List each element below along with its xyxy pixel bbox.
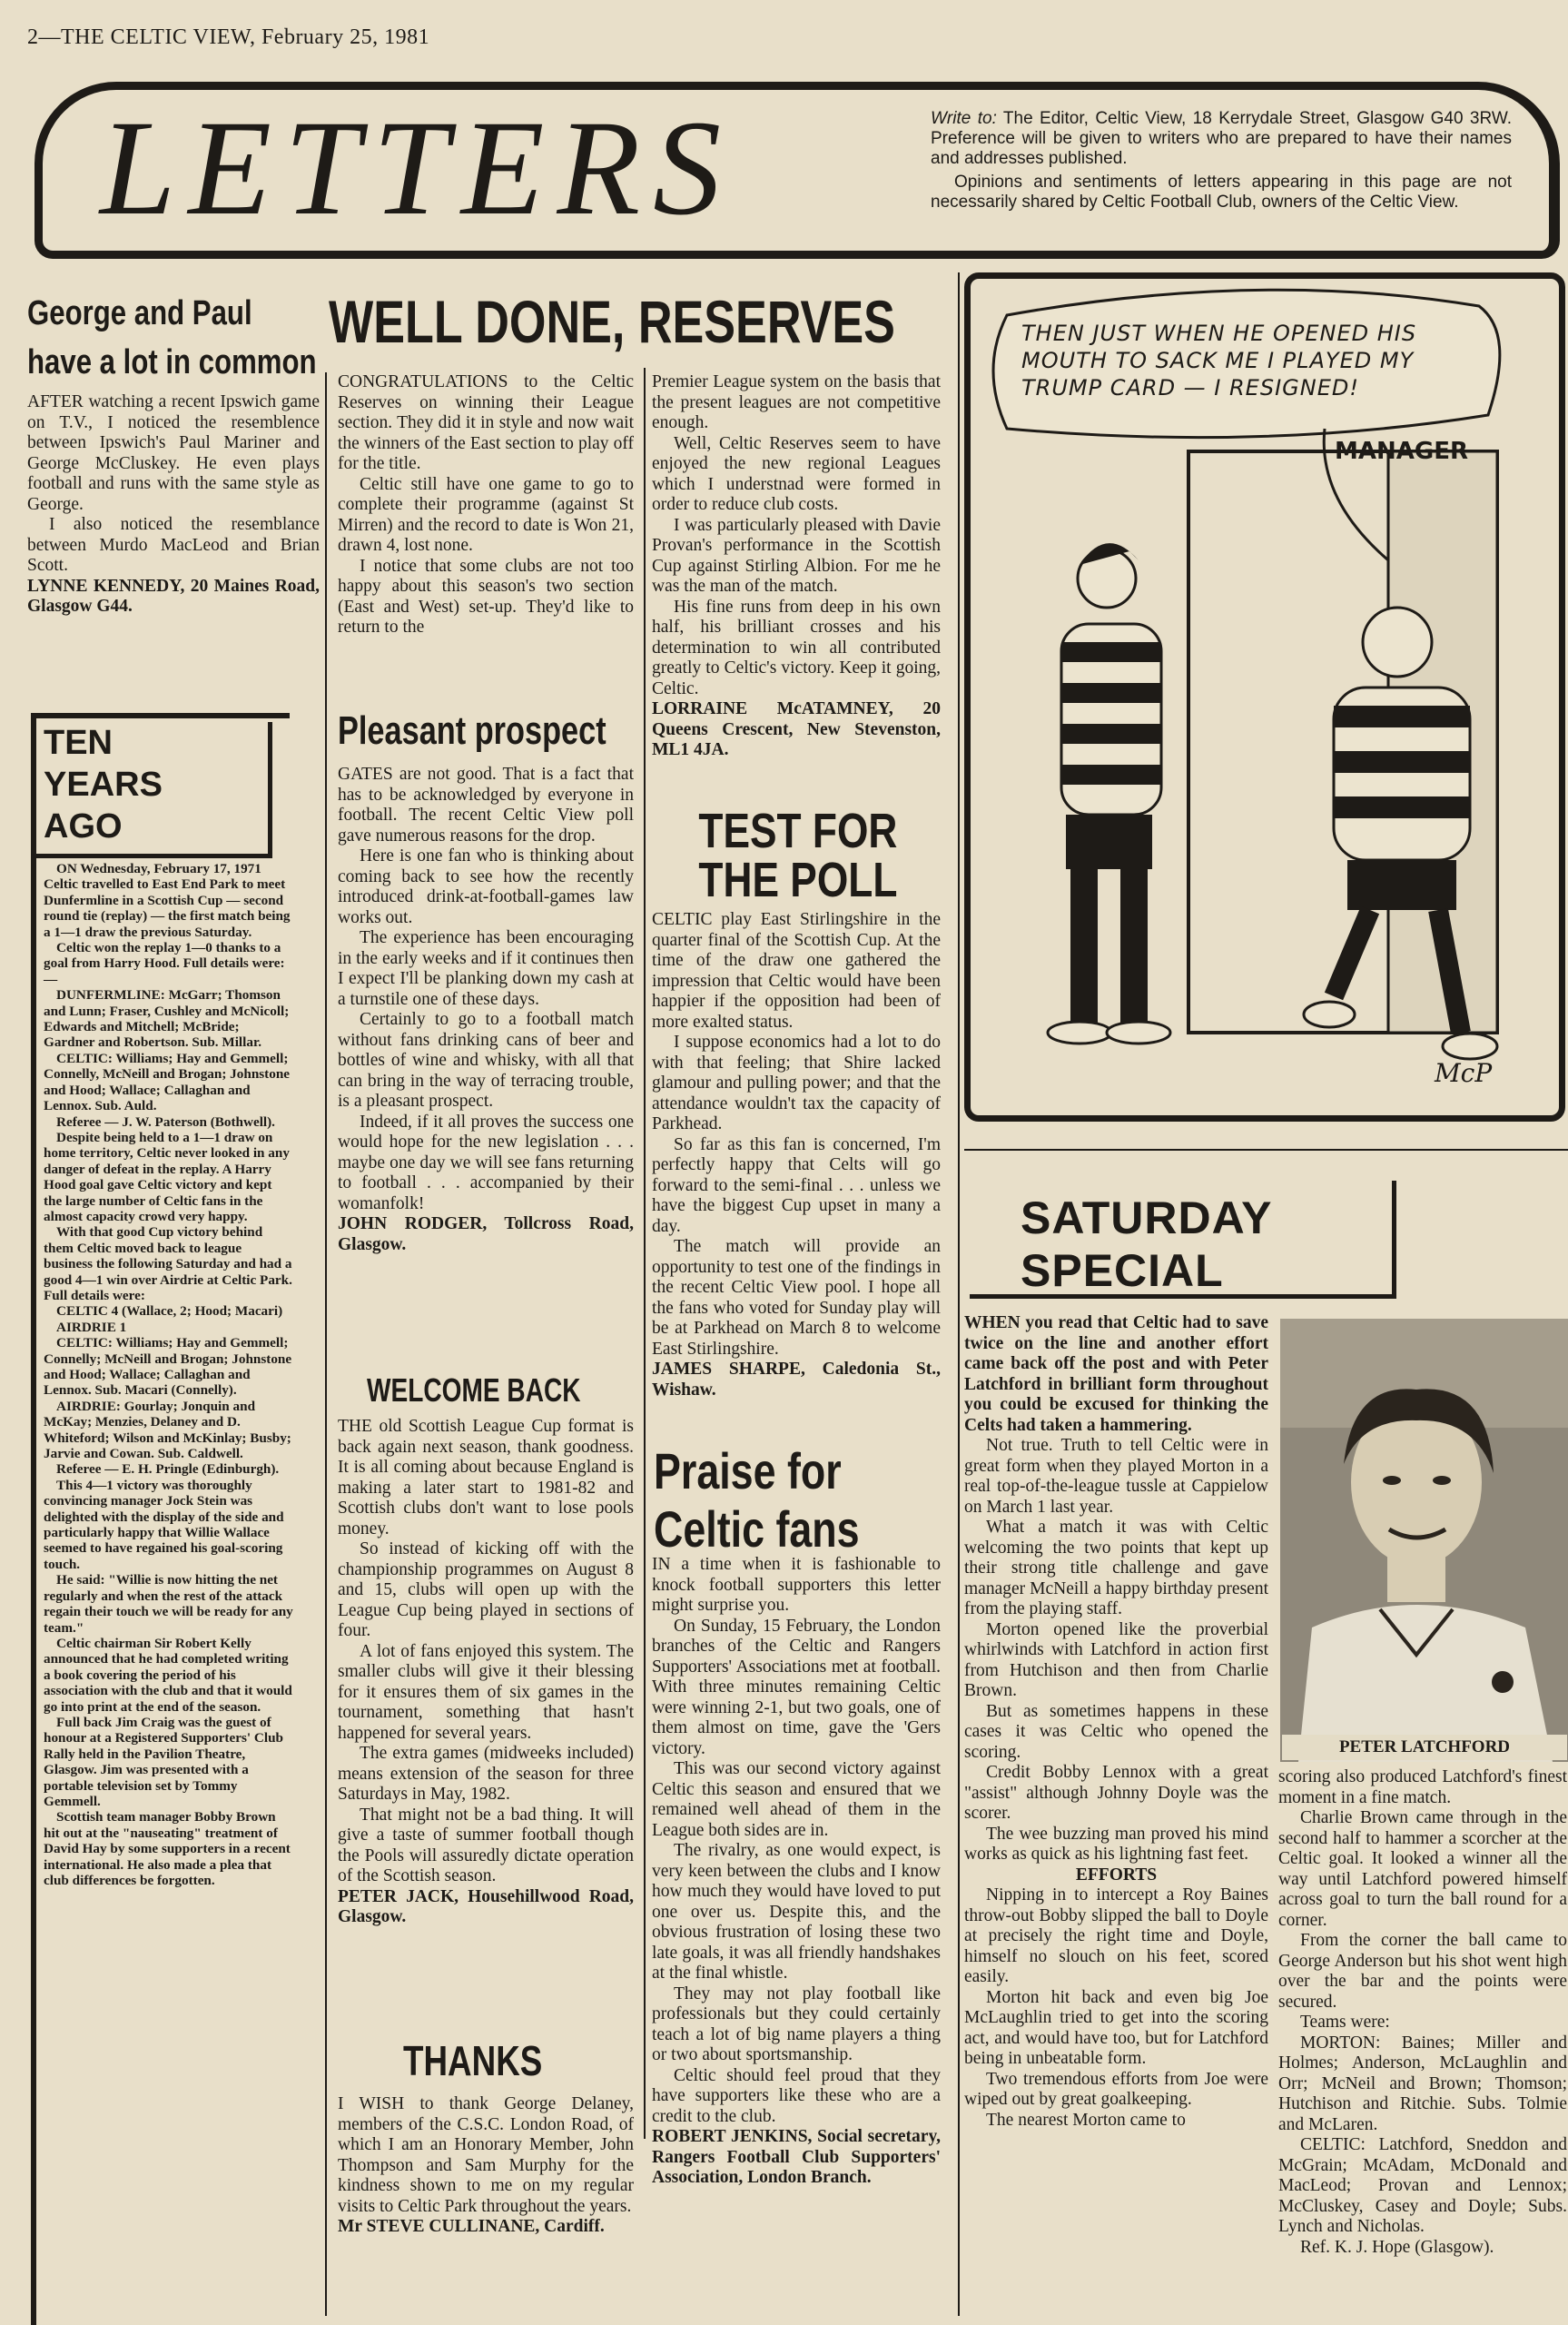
article-paragraph: The wee buzzing man proved his mind works as quick as his lightning fast feet. [964, 1824, 1268, 1864]
ten-years-paragraph: This 4—1 victory was thoroughly convincing manager Jock Stein was delighted with the display of the side and particularly happy that Willie Wallace seemed to have regained his goal-scoring touch. [44, 1477, 284, 1572]
headline-line: THE POLL [698, 853, 898, 907]
ten-years-paragraph: CELTIC: Williams; Hay and Gemmell; Connelly, McNeill and Brogan; Johnstone and Hood; Wallace; Callaghan and Lennox. Sub. Auld. [44, 1050, 291, 1114]
article-paragraph: What a match it was with Celtic welcoming the two points that kept up their strong title challenge and gave manager McNeill a happy birthday present from the playing staff. [964, 1518, 1268, 1618]
letter-paragraph: IN a time when it is fashionable to knock football supporters this letter might surprise you. [652, 1555, 941, 1615]
letter-paragraph: So instead of kicking off with the championship programmes on August 8 and 15, clubs will open up with the League Cup being played in sections of four. [338, 1539, 634, 1640]
letter-signature: ROBERT JENKINS, Social secretary, Rangers Football Club Supporters' Association, London Branch. [652, 2127, 941, 2187]
saturday-special-headline [1021, 1192, 1272, 1297]
write-to-label: Write to: [931, 109, 997, 128]
article-paragraph: Two tremendous efforts from Joe were wiped out by great goalkeeping. [964, 2069, 1268, 2109]
column-rule [325, 372, 327, 2316]
article-paragraph: Morton opened like the proverbial whirlwinds with Latchford in action first from Hutchison and then from Charlie Brown. [964, 1619, 1268, 1700]
letter-signature: PETER JACK, Househillwood Road, Glasgow. [338, 1886, 634, 1926]
article-paragraph: Teams were: [1300, 2013, 1390, 2032]
ten-years-paragraph: Scottish team manager Bobby Brown hit out at the "nauseating" treatment of David Hay by some supporters in a recent international. He also made a plea that club differences be forgotten. [44, 1809, 291, 1888]
letter-paragraph: A lot of fans enjoyed this system. The smaller clubs will give it their blessing for it ensures them of six games in the tournament, something that hasn't happened for several years. [338, 1641, 634, 1743]
praise-headline [654, 1442, 860, 1558]
letter-signature: JAMES SHARPE, Caledonia St., Wishaw. [652, 1360, 941, 1400]
letter-paragraph: THE old Scottish League Cup format is back again next season, thank goodness. It is all coming about because England is making a later start to 1981-82 and Scottish clubs don't want to lose pools money. [338, 1417, 634, 1538]
write-to-paragraph [931, 109, 1512, 169]
ten-years-paragraph: CELTIC 4 (Wallace, 2; Hood; Macari) [56, 1303, 283, 1320]
article-subhead: EFFORTS [1075, 1865, 1158, 1885]
ten-years-ago-body [44, 861, 293, 1888]
letter-paragraph: His fine runs from deep in his own half, his brilliant crosses and his determination to win all contributed greatly to Celtic's victory. Keep it going, Celtic. [652, 597, 941, 698]
letter-signature: LYNNE KENNEDY, 20 Maines Road, Glasgow G44. [27, 576, 320, 616]
letter-paragraph: I WISH to thank George Delaney, members of the C.S.C. London Road, of which I am an Honorary Member, John Thompson and Sam Murphy for the kindness shown to me on my regular visits to Celtic Park throughout the years. [338, 2094, 634, 2216]
article-paragraph: CELTIC: Latchford, Sneddon and McGrain; McAdam, McDonald and MacLeod; Provan and Lennox; McCluskey, Casey and Doyle; Subs. Lynch and Nicholas. [1278, 2135, 1567, 2236]
title-line: YEARS [44, 766, 163, 804]
cartoon-signature: McP [1435, 1058, 1493, 1088]
praise-body [652, 1555, 941, 2189]
ten-years-paragraph: Referee — J. W. Paterson (Bothwell). [56, 1113, 275, 1130]
letter-paragraph: They may not play football like professionals but they could certainly teach a lot of big name players a thing or two about sportsmanship. [652, 1984, 941, 2064]
headline-line: Praise for [654, 1442, 842, 1499]
letter-paragraph: I notice that some clubs are not too happy about this season's two section (East and West) set-up. They'd like to return to the [338, 556, 634, 637]
ten-years-paragraph: Celtic chairman Sir Robert Kelly announced that he had completed writing a book covering the period of his association with the club and that it would go into print at the end of the season. [44, 1635, 292, 1715]
title-line: TEN [44, 724, 113, 762]
reserves-headline: WELL DONE, RESERVES [329, 288, 895, 355]
letter-paragraph: That might not be a bad thing. It will give a taste of summer football though the Pools will assuredly dictate operation of the Scottish season. [338, 1805, 634, 1885]
ten-years-paragraph: Celtic won the replay 1—0 thanks to a goal from Harry Hood. Full details were:— [44, 940, 285, 987]
player-left [1048, 543, 1170, 1044]
article-paragraph: Credit Bobby Lennox with a great "assist" although Johnny Doyle was the scorer. [964, 1763, 1268, 1823]
opinions-disclaimer: Opinions and sentiments of letters appearing in this page are not necessarily shared by Celtic Football Club, owners of the Celtic View. [931, 173, 1512, 212]
article-lead: WHEN you read that Celtic had to save twice on the line and another effort came back off the post and with Peter Latchford in brilliant form throughout you could be excused for thinking the Celts had taken a hammering. [964, 1313, 1268, 1435]
letter-paragraph: CONGRATULATIONS to the Celtic Reserves on winning their League section. They did it in style and now wait the winners of the East section to play off for the title. [338, 372, 634, 473]
letter-signature: JOHN RODGER, Tollcross Road, Glasgow. [338, 1214, 634, 1254]
column-rule [958, 272, 960, 2316]
letter-paragraph: Celtic still have one game to go to complete their programme (against St Mirren) and the record to date is Won 21, drawn 4, lost none. [338, 474, 634, 555]
ten-years-paragraph: ON Wednesday, February 17, 1971 Celtic travelled to East End Park to meet Dunfermline in a Scottish Cup — second round tie (replay) — the first match being a 1—1 draw the previous Saturday. [44, 861, 291, 940]
thanks-body [338, 2094, 634, 2238]
article-paragraph: MORTON: Baines; Miller and Holmes; Anderson, McLaughlin and Orr; McNeil and Brown; Thomson; Hutchison and Ritchie. Subs. Tolmie and McLaren. [1278, 2033, 1567, 2134]
letter-paragraph: Celtic should feel proud that they have supporters like these who are a credit to the club. [652, 2065, 941, 2126]
letter-paragraph: I suppose economics had a lot to do with that feeling; that Shire lacked glamour and pulling power; and that the attendance wouldn't tax the capacity of Parkhead. [652, 1033, 941, 1133]
saturday-col-1 [964, 1313, 1268, 2131]
cartoon-door-sign: MANAGER [1335, 438, 1468, 465]
letter-paragraph: Certainly to go to a football match without fans drinking cans of beer and bottles of wine and whisky, with all that can bring in the way of terracing trouble, is a pleasant prospect. [338, 1010, 634, 1111]
player-photo [1280, 1319, 1568, 1762]
running-head: 2—THE CELTIC VIEW, February 25, 1981 [27, 25, 430, 49]
headline-line: SATURDAY [1021, 1192, 1273, 1243]
letter-body [27, 392, 320, 618]
letter-paragraph: This was our second victory against Celtic this season and ensured that we remained well ahead of them in the League both sides are in. [652, 1759, 941, 1840]
letter-paragraph: So far as this fan is concerned, I'm perfectly happy that Celts will go forward to the semi-final . . . unless we have the biggest Cup upset in many a day. [652, 1134, 941, 1236]
article-paragraph: From the corner the ball came to George Anderson but his shot went high over the bar and the points were secured. [1278, 1931, 1567, 2012]
ten-years-paragraph: Full back Jim Craig was the guest of honour at a Registered Supporters' Club Rally held in the Pavilion Theatre, Glasgow. Jim was presented with a portable television set by Tommy Gemmell. [44, 1714, 283, 1809]
letter-paragraph: I also noticed the resemblance between Murdo MacLeod and Brian Scott. [27, 515, 320, 575]
welcome-body [338, 1417, 634, 1928]
letter-signature: LORRAINE McATAMNEY, 20 Queens Crescent, New Stevenston, ML1 4JA. [652, 699, 941, 759]
editor-note [931, 109, 1512, 213]
letter-george-and-paul [27, 289, 320, 618]
column-rule [644, 368, 646, 2139]
letter-paragraph: Indeed, if it all proves the success one would hope for the new legislation . . . maybe one day we will see fans returning to football . . . accompanied by their womanfolk! [338, 1112, 634, 1213]
reserves-col-2 [652, 372, 941, 761]
ten-years-ago-title [36, 722, 272, 858]
pleasant-headline: Pleasant prospect [338, 708, 606, 753]
letter-paragraph: AFTER watching a recent Ipswich game on T.V., I noticed the resemblence between Ipswich's Paul Mariner and George McCluskey. He even plays football and runs with the same style as George. [27, 392, 320, 514]
ten-years-paragraph: Despite being held to a 1—1 draw on home territory, Celtic never looked in any danger of defeat in the replay. A Harry Hood goal gave Celtic victory and kept the large number of Celtic fans in the almost capacity crowd very happy. [44, 1129, 290, 1224]
article-paragraph: scoring also produced Latchford's finest moment in a fine match. [1278, 1767, 1567, 1807]
headline-line: TEST FOR [698, 804, 898, 858]
poll-body [652, 910, 941, 1400]
letter-paragraph: Here is one fan who is thinking about coming back to see how the recently introduced drink-at-football-games law works out. [338, 846, 634, 927]
letter-paragraph: I was particularly pleased with Davie Provan's performance in the Scottish Cup against Stirling Albion. For me he was the man of the match. [652, 515, 941, 596]
letter-paragraph: The rivalry, as one would expect, is very keen between the clubs and I know how much they would have loved to put one over us. Despite this, and the obvious frustration of losing these two late goals, it was all friendly handshakes at the final whistle. [652, 1841, 941, 1983]
welcome-headline: WELCOME BACK [367, 1371, 581, 1409]
photo-caption: PETER LATCHFORD [1282, 1735, 1567, 1760]
editor-address: The Editor, Celtic View, 18 Kerrydale Street, Glasgow G40 3RW. Preference will be given to writers who are prepared to have their names and addresses published. [931, 109, 1513, 168]
letter-paragraph: The extra games (midweeks included) means extension of the season for three Saturdays in May, 1982. [338, 1744, 634, 1804]
letter-paragraph: Premier League system on the basis that the present leagues are not competitive enough. [652, 372, 941, 432]
ten-years-paragraph: He said: "Willie is now hitting the net regularly and when the rest of the attack regain their touch we will be ready for any team." [44, 1572, 293, 1636]
portrait-image [1280, 1319, 1568, 1762]
poll-headline [690, 806, 906, 905]
article-paragraph: Not true. Truth to tell Celtic were in great form when they played Morton in a real top-of-the-league tussle at Cappielow on March 1 last year. [964, 1436, 1268, 1517]
saturday-col-2 [1278, 1767, 1567, 2258]
section-rule [964, 1149, 1568, 1151]
letter-paragraph: The match will provide an opportunity to test one of the findings in the recent Celtic View pool. I hope all the fans who voted for Sunday play will be at Parkhead on March 8 to welcome East Stirlingshire. [652, 1237, 941, 1359]
article-paragraph: The nearest Morton came to [986, 2110, 1186, 2130]
article-paragraph: Nipping in to intercept a Roy Baines throw-out Bobby slipped the ball to Doyle at precisely the right time and Doyle, himself no slouch on his feet, scored easily. [964, 1885, 1268, 1986]
letter-paragraph: Well, Celtic Reserves seem to have enjoyed the new regional Leagues which I understnad were formed in order to reduce club costs. [652, 433, 941, 514]
article-paragraph: Morton hit back and even big Joe McLaughlin tried to get into the scoring act, and would have too, but for Latchford being in unbeatable form. [964, 1987, 1268, 2068]
letter-paragraph: On Sunday, 15 February, the London branches of the Celtic and Rangers Supporters' Associations met at football. With three minutes remaining Celtic were winning 2-1, but two goals, one of them almost on time, gave the 'Gers victory. [652, 1616, 941, 1758]
ten-years-paragraph: AIRDRIE 1 [56, 1319, 127, 1335]
ten-years-paragraph: AIRDRIE: Gourlay; Jonquin and McKay; Menzies, Delaney and D. Whiteford; Wilson and McKinlay; Busby; Jarvie and Cowan. Sub. Caldwell. [44, 1398, 291, 1462]
headline-line: Celtic fans [654, 1500, 860, 1558]
letter-signature: Mr STEVE CULLINANE, Cardiff. [338, 2217, 605, 2236]
article-paragraph: But as sometimes happens in these cases it was Celtic who opened the scoring. [964, 1701, 1268, 1762]
page-title: LETTERS [100, 93, 735, 243]
letter-paragraph: The experience has been encouraging in the early weeks and if it continues then I expect I'll be planking down my cash at a turnstile one of these days. [338, 928, 634, 1009]
ten-years-paragraph: DUNFERMLINE: McGarr; Thomson and Lunn; Fraser, Cushley and McNicoll; Edwards and Mitchell; McBride; Gardner and Robertson. Sub. Millar. [44, 987, 290, 1051]
letter-paragraph: GATES are not good. That is a fact that has to be acknowledged by everyone in football. The recent Celtic View poll gave numerous reasons for the drop. [338, 765, 634, 846]
reserves-col-1 [338, 372, 634, 638]
ten-years-paragraph: With that good Cup victory behind them Celtic moved back to league business the following Saturday and had a good 4—1 win over Airdrie at Celtic Park. Full details were: [44, 1224, 292, 1303]
thanks-headline: THANKS [403, 2037, 543, 2084]
article-paragraph: Charlie Brown came through in the second half to hammer a scorcher at the Celtic goal. It looked a winner all the way until Latchford powered himself across goal to turn the ball round for a corner. [1278, 1808, 1567, 1930]
pleasant-body [338, 765, 634, 1255]
ten-years-paragraph: CELTIC: Williams; Hay and Gemmell; Connelly; McNeill and Brogan; Johnstone and Hood; Wallace; Callaghan and Lennox. Sub. Macari (Connelly). [44, 1335, 292, 1399]
letter-paragraph: CELTIC play East Stirlingshire in the quarter final of the Scottish Cup. At the time of the draw one gathered the impression that Celtic would have been happier if the opposition had been of more exalted status. [652, 910, 941, 1032]
cartoon-illustration [971, 279, 1559, 1115]
cartoon-speech-text: THEN JUST WHEN HE OPENED HIS MOUTH TO SACK ME I PLAYED MY TRUMP CARD — I RESIGNED! [1021, 321, 1417, 401]
ten-years-paragraph: Referee — E. H. Pringle (Edinburgh). [56, 1461, 280, 1478]
letter-headline: George and Paul have a lot in common [27, 294, 317, 381]
article-paragraph: Ref. K. J. Hope (Glasgow). [1300, 2237, 1494, 2257]
headline-line: SPECIAL [1021, 1245, 1224, 1296]
title-line: AGO [44, 807, 123, 846]
